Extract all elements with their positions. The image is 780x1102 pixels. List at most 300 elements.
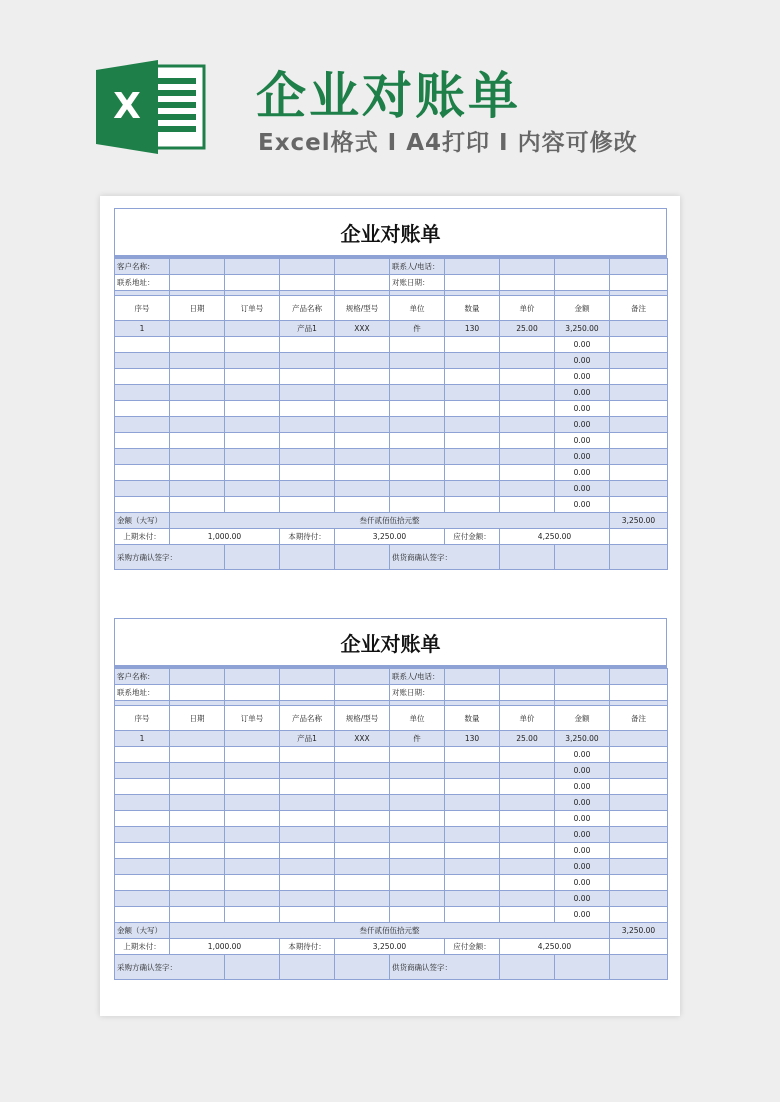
row-remark <box>610 731 668 747</box>
empty-cell <box>170 449 225 465</box>
empty-cell <box>115 353 170 369</box>
empty-cell <box>335 465 390 481</box>
empty-cell <box>390 795 445 811</box>
empty-cell <box>335 481 390 497</box>
date-label: 对账日期： <box>390 275 445 291</box>
empty-cell <box>445 433 500 449</box>
amount-words-label: 金额（大写） <box>115 923 170 939</box>
empty-cell <box>225 875 280 891</box>
empty-cell <box>500 353 555 369</box>
empty-cell <box>335 811 390 827</box>
row-no: 1 <box>115 731 170 747</box>
empty-cell <box>280 433 335 449</box>
row-amount: 0.00 <box>555 385 610 401</box>
empty-cell <box>280 747 335 763</box>
empty-cell <box>280 385 335 401</box>
empty-cell <box>170 275 225 291</box>
totals-row <box>115 939 668 955</box>
table-row <box>115 401 668 417</box>
empty-cell <box>335 369 390 385</box>
empty-cell <box>115 417 170 433</box>
empty-cell <box>610 529 668 545</box>
empty-cell <box>280 353 335 369</box>
amount-words-row <box>115 513 668 529</box>
row-qty: 130 <box>445 731 500 747</box>
empty-cell <box>225 747 280 763</box>
sheet-title: 企业对账单 <box>114 618 667 668</box>
empty-cell <box>390 779 445 795</box>
row-remark <box>610 465 668 481</box>
empty-cell <box>335 401 390 417</box>
empty-cell <box>225 465 280 481</box>
empty-cell <box>445 685 500 701</box>
empty-cell <box>500 369 555 385</box>
empty-cell <box>335 385 390 401</box>
empty-cell <box>280 545 335 570</box>
empty-cell <box>500 811 555 827</box>
empty-cell <box>555 275 610 291</box>
empty-cell <box>335 669 390 685</box>
empty-cell <box>225 811 280 827</box>
column-header: 单位 <box>390 296 445 321</box>
empty-cell <box>225 417 280 433</box>
info-row <box>115 275 668 291</box>
supplier-sign-label: 供货商确认签字： <box>390 545 500 570</box>
empty-cell <box>500 401 555 417</box>
empty-cell <box>280 369 335 385</box>
prev-unpaid-label: 上期未付： <box>115 529 170 545</box>
row-price: 25.00 <box>500 731 555 747</box>
empty-cell <box>170 369 225 385</box>
empty-cell <box>335 795 390 811</box>
empty-cell <box>610 685 668 701</box>
statement-sheet-2 <box>114 618 667 980</box>
empty-cell <box>115 433 170 449</box>
empty-cell <box>445 465 500 481</box>
excel-icon <box>96 60 208 154</box>
column-header: 单价 <box>500 296 555 321</box>
empty-cell <box>500 955 555 980</box>
empty-cell <box>445 417 500 433</box>
empty-cell <box>115 449 170 465</box>
empty-cell <box>280 481 335 497</box>
table-row <box>115 385 668 401</box>
customer-label: 客户名称： <box>115 259 170 275</box>
table-row <box>115 433 668 449</box>
empty-cell <box>225 891 280 907</box>
table-row <box>115 321 668 337</box>
empty-cell <box>555 259 610 275</box>
column-header: 单价 <box>500 706 555 731</box>
empty-cell <box>500 779 555 795</box>
row-remark <box>610 875 668 891</box>
empty-cell <box>390 811 445 827</box>
row-amount: 0.00 <box>555 907 610 923</box>
row-remark <box>610 763 668 779</box>
table-row <box>115 827 668 843</box>
row-amount: 0.00 <box>555 481 610 497</box>
empty-cell <box>335 763 390 779</box>
column-header: 单位 <box>390 706 445 731</box>
empty-cell <box>500 669 555 685</box>
contact-label: 联系人/电话： <box>390 259 445 275</box>
row-amount: 0.00 <box>555 449 610 465</box>
empty-cell <box>500 891 555 907</box>
empty-cell <box>280 827 335 843</box>
empty-cell <box>225 907 280 923</box>
row-amount: 3,250.00 <box>555 731 610 747</box>
sheet-title: 企业对账单 <box>114 208 667 258</box>
empty-cell <box>335 747 390 763</box>
empty-cell <box>445 843 500 859</box>
column-header: 产品名称 <box>280 296 335 321</box>
empty-cell <box>225 669 280 685</box>
empty-cell <box>280 259 335 275</box>
empty-cell <box>115 875 170 891</box>
empty-cell <box>610 275 668 291</box>
empty-cell <box>115 811 170 827</box>
table-row <box>115 811 668 827</box>
row-amount: 0.00 <box>555 337 610 353</box>
column-header-row <box>115 296 668 321</box>
empty-cell <box>225 843 280 859</box>
empty-cell <box>170 859 225 875</box>
empty-cell <box>500 685 555 701</box>
empty-cell <box>500 337 555 353</box>
empty-cell <box>170 481 225 497</box>
empty-cell <box>335 685 390 701</box>
empty-cell <box>445 401 500 417</box>
table-row <box>115 353 668 369</box>
empty-cell <box>500 907 555 923</box>
empty-cell <box>225 545 280 570</box>
empty-cell <box>555 545 610 570</box>
empty-cell <box>390 385 445 401</box>
empty-cell <box>500 843 555 859</box>
table-row <box>115 497 668 513</box>
empty-cell <box>500 795 555 811</box>
row-amount: 0.00 <box>555 353 610 369</box>
empty-cell <box>280 907 335 923</box>
empty-cell <box>500 875 555 891</box>
empty-cell <box>445 763 500 779</box>
empty-cell <box>225 337 280 353</box>
empty-cell <box>170 497 225 513</box>
row-unit: 件 <box>390 321 445 337</box>
column-header: 订单号 <box>225 296 280 321</box>
empty-cell <box>390 433 445 449</box>
empty-cell <box>225 795 280 811</box>
empty-cell <box>445 385 500 401</box>
empty-cell <box>280 497 335 513</box>
row-unit: 件 <box>390 731 445 747</box>
empty-cell <box>390 875 445 891</box>
column-header: 产品名称 <box>280 706 335 731</box>
payable: 4,250.00 <box>500 939 610 955</box>
signature-row <box>115 545 668 570</box>
payable-label: 应付金额： <box>445 529 500 545</box>
info-row <box>115 685 668 701</box>
empty-cell <box>280 669 335 685</box>
address-label: 联系地址： <box>115 685 170 701</box>
table-row <box>115 779 668 795</box>
empty-cell <box>390 763 445 779</box>
empty-cell <box>170 907 225 923</box>
row-order <box>225 321 280 337</box>
empty-cell <box>280 417 335 433</box>
info-row <box>115 259 668 275</box>
empty-cell <box>390 465 445 481</box>
empty-cell <box>335 449 390 465</box>
empty-cell <box>335 417 390 433</box>
table-row <box>115 465 668 481</box>
empty-cell <box>500 497 555 513</box>
column-header: 规格/型号 <box>335 706 390 731</box>
current-due: 3,250.00 <box>335 529 445 545</box>
empty-cell <box>500 449 555 465</box>
empty-cell <box>390 859 445 875</box>
table-row <box>115 731 668 747</box>
empty-cell <box>390 891 445 907</box>
table-row <box>115 907 668 923</box>
amount-total: 3,250.00 <box>610 923 668 939</box>
column-header: 序号 <box>115 296 170 321</box>
row-amount: 0.00 <box>555 859 610 875</box>
empty-cell <box>335 353 390 369</box>
empty-cell <box>610 259 668 275</box>
empty-cell <box>115 827 170 843</box>
payable: 4,250.00 <box>500 529 610 545</box>
empty-cell <box>280 955 335 980</box>
empty-cell <box>390 843 445 859</box>
empty-cell <box>280 795 335 811</box>
row-amount: 0.00 <box>555 763 610 779</box>
empty-cell <box>280 449 335 465</box>
statement-sheet-1 <box>114 208 667 570</box>
payable-label: 应付金额： <box>445 939 500 955</box>
paper <box>100 196 680 1016</box>
row-product: 产品1 <box>280 321 335 337</box>
empty-cell <box>335 843 390 859</box>
row-amount: 0.00 <box>555 497 610 513</box>
column-header: 备注 <box>610 296 668 321</box>
amount-words: 叁仟贰佰伍拾元整 <box>170 923 610 939</box>
empty-cell <box>500 481 555 497</box>
empty-cell <box>280 779 335 795</box>
table-row <box>115 369 668 385</box>
empty-cell <box>445 795 500 811</box>
empty-cell <box>170 891 225 907</box>
empty-cell <box>610 545 668 570</box>
empty-cell <box>445 369 500 385</box>
table-row <box>115 449 668 465</box>
row-amount: 0.00 <box>555 465 610 481</box>
column-header: 日期 <box>170 296 225 321</box>
empty-cell <box>445 859 500 875</box>
row-amount: 0.00 <box>555 401 610 417</box>
empty-cell <box>445 779 500 795</box>
empty-cell <box>445 353 500 369</box>
row-date <box>170 321 225 337</box>
excel-logo-letter: X <box>113 86 141 127</box>
row-amount: 0.00 <box>555 875 610 891</box>
empty-cell <box>170 827 225 843</box>
row-amount: 0.00 <box>555 369 610 385</box>
empty-cell <box>115 859 170 875</box>
row-remark <box>610 907 668 923</box>
empty-cell <box>170 811 225 827</box>
empty-cell <box>170 385 225 401</box>
empty-cell <box>500 275 555 291</box>
empty-cell <box>335 259 390 275</box>
contact-label: 联系人/电话： <box>390 669 445 685</box>
empty-cell <box>335 433 390 449</box>
empty-cell <box>280 763 335 779</box>
row-amount: 0.00 <box>555 417 610 433</box>
empty-cell <box>390 827 445 843</box>
empty-cell <box>225 353 280 369</box>
row-remark <box>610 747 668 763</box>
table-row <box>115 795 668 811</box>
empty-cell <box>390 481 445 497</box>
empty-cell <box>225 259 280 275</box>
current-due: 3,250.00 <box>335 939 445 955</box>
table-row <box>115 859 668 875</box>
row-remark <box>610 353 668 369</box>
row-amount: 3,250.00 <box>555 321 610 337</box>
empty-cell <box>225 433 280 449</box>
page-title: 企业对账单 <box>256 67 521 125</box>
table-row <box>115 417 668 433</box>
row-remark <box>610 795 668 811</box>
empty-cell <box>335 859 390 875</box>
row-amount: 0.00 <box>555 795 610 811</box>
current-due-label: 本期待付： <box>280 529 335 545</box>
empty-cell <box>445 481 500 497</box>
empty-cell <box>445 497 500 513</box>
statement-table <box>114 258 668 570</box>
empty-cell <box>390 353 445 369</box>
table-row <box>115 747 668 763</box>
empty-cell <box>170 353 225 369</box>
empty-cell <box>225 779 280 795</box>
table-row <box>115 843 668 859</box>
empty-cell <box>170 259 225 275</box>
row-spec: XXX <box>335 321 390 337</box>
empty-cell <box>390 417 445 433</box>
empty-cell <box>280 685 335 701</box>
column-header-row <box>115 706 668 731</box>
row-price: 25.00 <box>500 321 555 337</box>
row-spec: XXX <box>335 731 390 747</box>
empty-cell <box>280 891 335 907</box>
empty-cell <box>390 449 445 465</box>
empty-cell <box>225 827 280 843</box>
empty-cell <box>390 337 445 353</box>
empty-cell <box>225 481 280 497</box>
column-header: 订单号 <box>225 706 280 731</box>
amount-words-row <box>115 923 668 939</box>
address-label: 联系地址： <box>115 275 170 291</box>
empty-cell <box>445 275 500 291</box>
row-amount: 0.00 <box>555 779 610 795</box>
table-row <box>115 875 668 891</box>
row-remark <box>610 369 668 385</box>
empty-cell <box>115 843 170 859</box>
prev-unpaid: 1,000.00 <box>170 939 280 955</box>
empty-cell <box>115 907 170 923</box>
empty-cell <box>445 827 500 843</box>
row-qty: 130 <box>445 321 500 337</box>
buyer-sign-label: 采购方确认签字： <box>115 955 225 980</box>
empty-cell <box>390 907 445 923</box>
row-amount: 0.00 <box>555 843 610 859</box>
empty-cell <box>115 481 170 497</box>
empty-cell <box>170 417 225 433</box>
empty-cell <box>390 747 445 763</box>
empty-cell <box>500 259 555 275</box>
table-row <box>115 763 668 779</box>
totals-row <box>115 529 668 545</box>
empty-cell <box>555 669 610 685</box>
empty-cell <box>280 843 335 859</box>
empty-cell <box>170 685 225 701</box>
row-remark <box>610 859 668 875</box>
empty-cell <box>445 449 500 465</box>
empty-cell <box>555 955 610 980</box>
row-remark <box>610 401 668 417</box>
empty-cell <box>170 337 225 353</box>
empty-cell <box>390 497 445 513</box>
empty-cell <box>280 401 335 417</box>
row-date <box>170 731 225 747</box>
signature-row <box>115 955 668 980</box>
empty-cell <box>170 465 225 481</box>
statement-table <box>114 668 668 980</box>
empty-cell <box>445 875 500 891</box>
current-due-label: 本期待付： <box>280 939 335 955</box>
row-remark <box>610 417 668 433</box>
row-remark <box>610 779 668 795</box>
empty-cell <box>500 545 555 570</box>
empty-cell <box>335 545 390 570</box>
date-label: 对账日期： <box>390 685 445 701</box>
row-remark <box>610 321 668 337</box>
empty-cell <box>170 875 225 891</box>
empty-cell <box>170 669 225 685</box>
row-remark <box>610 433 668 449</box>
row-remark <box>610 827 668 843</box>
empty-cell <box>115 747 170 763</box>
buyer-sign-label: 采购方确认签字： <box>115 545 225 570</box>
empty-cell <box>225 401 280 417</box>
column-header: 备注 <box>610 706 668 731</box>
column-header: 规格/型号 <box>335 296 390 321</box>
row-no: 1 <box>115 321 170 337</box>
empty-cell <box>170 763 225 779</box>
empty-cell <box>335 337 390 353</box>
empty-cell <box>610 955 668 980</box>
empty-cell <box>170 795 225 811</box>
empty-cell <box>280 337 335 353</box>
empty-cell <box>335 891 390 907</box>
info-row <box>115 669 668 685</box>
empty-cell <box>445 907 500 923</box>
empty-cell <box>500 827 555 843</box>
row-amount: 0.00 <box>555 891 610 907</box>
empty-cell <box>225 955 280 980</box>
empty-cell <box>280 859 335 875</box>
